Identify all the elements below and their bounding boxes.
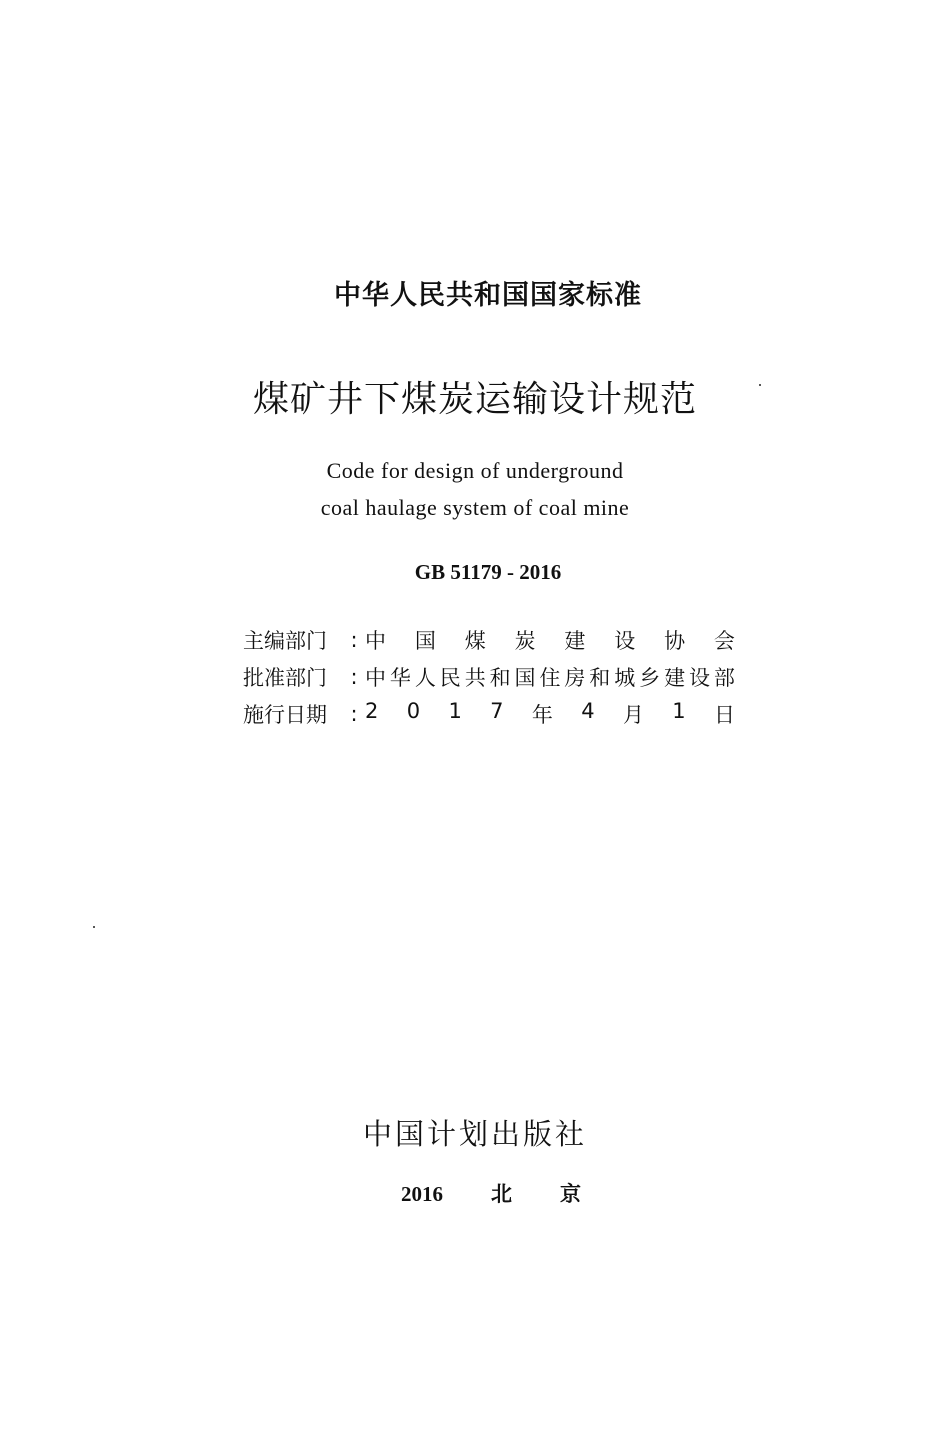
standard-code-number: GB 51179 - 2016	[414, 560, 562, 584]
standard-type-heading: 中华人民共和国国家标准	[334, 280, 642, 311]
info-row-approval	[243, 658, 735, 695]
info-colon: :	[350, 664, 358, 689]
info-row-effective-date	[243, 695, 735, 732]
publication-city	[491, 1180, 581, 1208]
title-english-line-2: coal haulage system of coal mine	[320, 495, 630, 520]
publication-place-year	[401, 1180, 581, 1208]
info-block	[243, 621, 735, 732]
scan-speck	[93, 926, 95, 928]
publication-city-char: 北	[491, 1182, 512, 1206]
scan-speck	[759, 384, 761, 386]
info-value: 中 华 人 民 共 和 国 住 房 和 城 乡 建 设 部	[365, 665, 735, 690]
info-row-chief-editor	[243, 621, 735, 658]
publisher-name: 中国计划出版社	[362, 1117, 587, 1151]
title-chinese: 煤矿井下煤炭运输设计规范	[252, 379, 697, 420]
info-label: 主编部门	[243, 628, 327, 653]
title-english-line-1: Code for design of underground	[326, 458, 624, 483]
info-colon: :	[350, 627, 358, 652]
info-value: 中 国 煤 炭 建 设 协 会	[365, 628, 735, 653]
publication-city-char: 京	[560, 1182, 581, 1206]
publication-year: 2016	[401, 1182, 443, 1206]
info-label: 批准部门	[243, 665, 327, 690]
info-colon: :	[350, 701, 358, 726]
info-label: 施行日期	[243, 702, 327, 727]
info-value: 2 0 1 7 年 4 月 1 日	[365, 698, 735, 727]
